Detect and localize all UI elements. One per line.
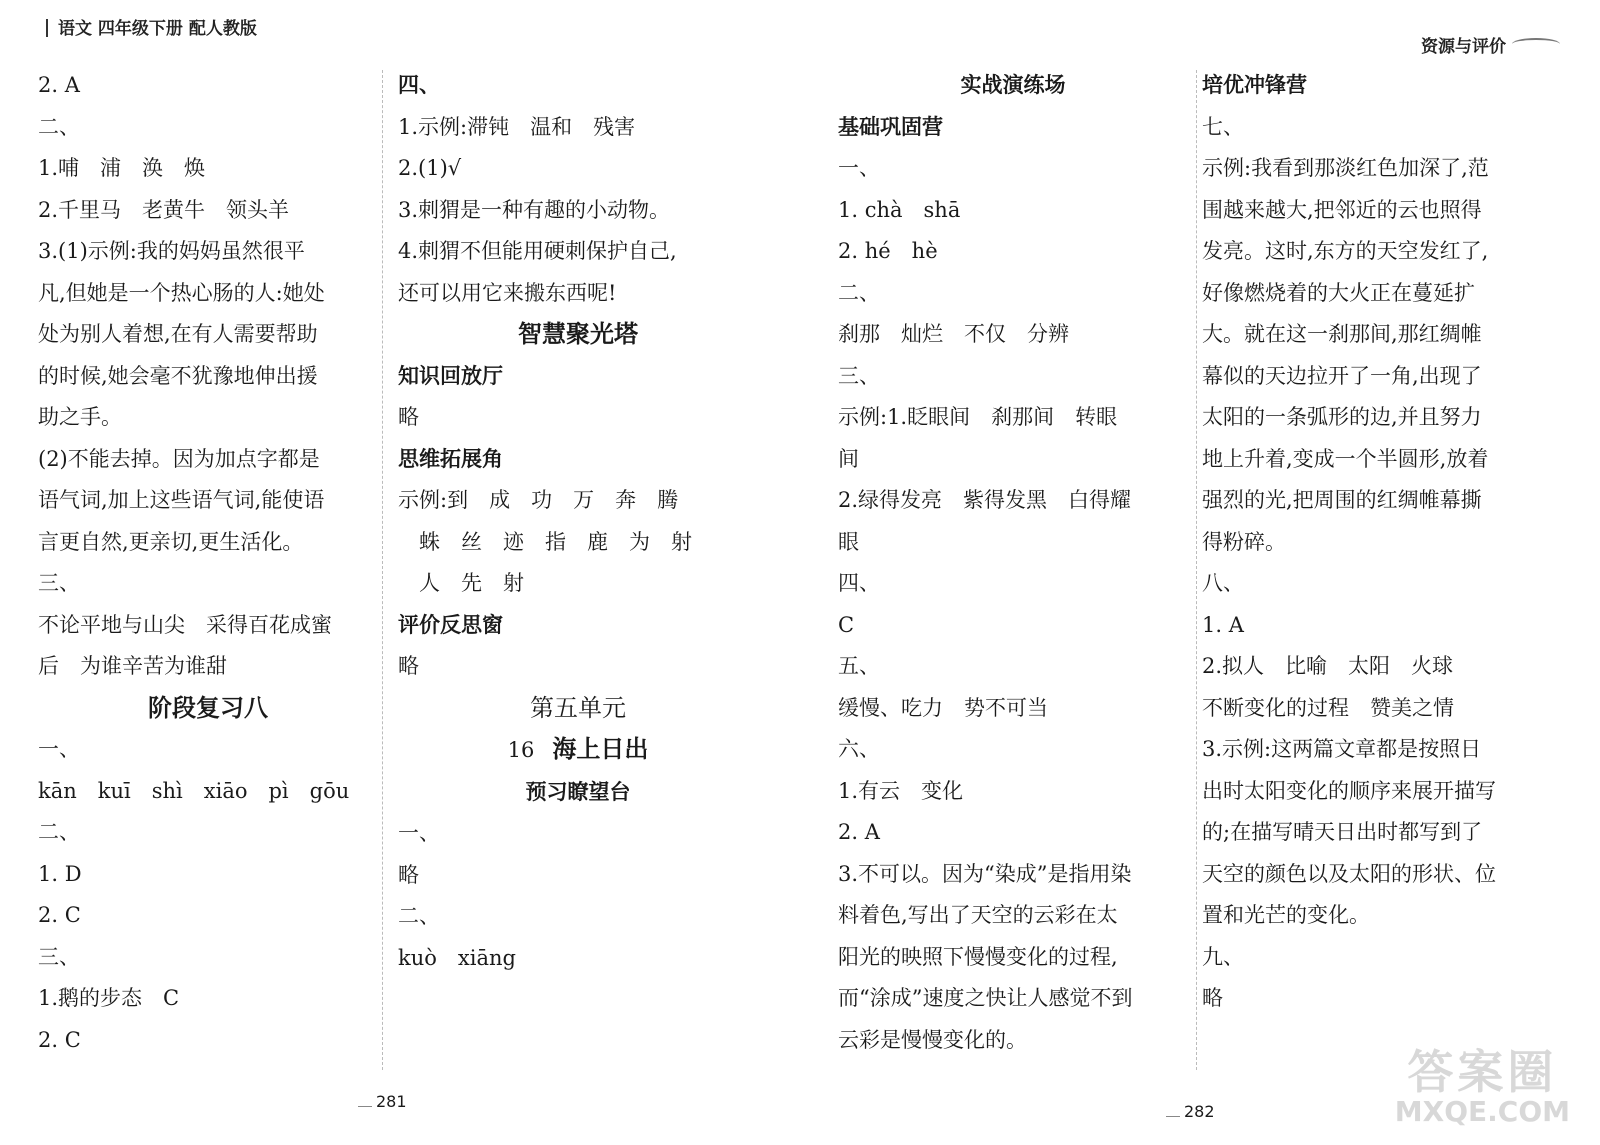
answer-line: 出时太阳变化的顺序来展开描写 — [1202, 778, 1496, 803]
section-heading: 培优冲锋营 — [1202, 73, 1307, 97]
answer-column-2 — [398, 65, 758, 979]
section-number: 二、 — [38, 114, 80, 139]
header-bar — [46, 19, 48, 37]
answer-line: 2.(1)√ — [398, 156, 462, 180]
answer-line: 3.不可以。因为“染成”是指用染 — [838, 861, 1132, 886]
answer-line: 2. C — [38, 903, 81, 927]
answer-line: 幕似的天边拉开了一角,出现了 — [1202, 363, 1482, 388]
answer-line: 围越来越大,把邻近的云也照得 — [1202, 197, 1482, 222]
answer-line: 后 为谁辛苦为谁甜 — [38, 654, 227, 678]
series-title: 资源与评价 — [1421, 37, 1506, 57]
section-number: 四、 — [838, 571, 880, 595]
answer-line: 1.示例:滞钝 温和 残害 — [398, 114, 636, 139]
answer-line: 刹那 灿烂 不仅 分辨 — [838, 322, 1069, 346]
answer-line: 还可以用它来搬东西呢! — [398, 280, 617, 305]
answer-line: 1. D — [38, 861, 82, 886]
section-number: 八、 — [1202, 571, 1244, 595]
answer-column-4 — [1202, 65, 1562, 1020]
answer-line: 言更自然,更亲切,更生活化。 — [38, 529, 304, 554]
answer-line: 地上升着,变成一个半圆形,放着 — [1202, 446, 1489, 471]
answer-line: 2. C — [38, 1027, 81, 1052]
watermark — [1395, 1047, 1570, 1127]
answer-line: 1.哺 浦 涣 焕 — [38, 156, 206, 180]
answer-line: 3.示例:这两篇文章都是按照日 — [1202, 737, 1482, 761]
subsection-heading: 预习瞭望台 — [525, 779, 631, 804]
section-number: 一、 — [838, 156, 880, 180]
subsection-heading: 思维拓展角 — [398, 446, 503, 471]
answer-line: 略 — [1202, 986, 1223, 1010]
answer-line: 语气词,加上这些语气词,能使语 — [38, 488, 325, 512]
answer-line: 人 先 射 — [398, 571, 524, 595]
answer-line: 置和光芒的变化。 — [1202, 903, 1370, 927]
section-number: 二、 — [838, 280, 880, 305]
answer-line: 不断变化的过程 赞美之情 — [1202, 695, 1454, 720]
section-heading: 智慧聚光塔 — [518, 320, 638, 348]
answer-line: 的;在描写晴天日出时都写到了 — [1202, 820, 1483, 844]
section-number: 二、 — [38, 820, 80, 844]
answer-line: 发亮。这时,东方的天空发红了, — [1202, 239, 1489, 263]
book-header — [46, 14, 257, 39]
answer-line: 2. A — [838, 820, 880, 844]
answer-line: 示例:1.眨眼间 刹那间 转眼 — [838, 405, 1118, 429]
answer-line: 料着色,写出了天空的云彩在太 — [838, 903, 1118, 927]
answer-line: 得粉碎。 — [1202, 529, 1286, 554]
answer-line: 强烈的光,把周围的红绸帷幕撕 — [1202, 488, 1482, 512]
answer-line: 缓慢、吃力 势不可当 — [838, 695, 1048, 720]
answer-line: 示例:到 成 功 万 奔 腾 — [398, 488, 679, 512]
subsection-heading: 基础巩固营 — [838, 114, 943, 139]
answer-line: 云彩是慢慢变化的。 — [838, 1027, 1027, 1052]
answer-line: 的时候,她会毫不犹豫地伸出援 — [38, 363, 318, 388]
review-heading: 阶段复习八 — [148, 693, 268, 722]
answer-line: 2.拟人 比喻 太阳 火球 — [1202, 654, 1454, 678]
section-number: 四、 — [398, 73, 440, 97]
lesson-title: 海上日出 — [552, 735, 649, 763]
answer-line: 助之手。 — [38, 405, 122, 429]
book-title: 语文 四年级下册 配人教版 — [58, 19, 257, 39]
answer-line: 略 — [398, 654, 419, 678]
section-number: 一、 — [398, 821, 440, 845]
pinyin-line: 1. chà shā — [838, 197, 961, 222]
lesson-number: 16 — [507, 738, 535, 762]
answer-line: 天空的颜色以及太阳的形状、位 — [1202, 861, 1496, 886]
answer-line: 略 — [398, 862, 419, 887]
answer-line: 不论平地与山尖 采得百花成蜜 — [38, 612, 332, 637]
subsection-heading: 评价反思窗 — [398, 612, 503, 637]
page-number-left: 281 — [358, 1092, 407, 1111]
answer-line: 示例:我看到那淡红色加深了,范 — [1202, 156, 1489, 180]
column-divider — [1196, 70, 1197, 1070]
watermark-logo: 答案圈 — [1407, 1045, 1558, 1099]
section-number: 二、 — [398, 904, 440, 928]
answer-line: 2.绿得发亮 紫得发黑 白得耀 — [838, 488, 1132, 512]
answer-line: 太阳的一条弧形的边,并且努力 — [1202, 405, 1482, 429]
answer-line: (2)不能去掉。因为加点字都是 — [38, 446, 320, 471]
answer-line: 阳光的映照下慢慢变化的过程, — [838, 944, 1118, 969]
column-divider — [382, 70, 383, 1070]
section-number: 一、 — [38, 737, 80, 761]
answer-line: 蛛 丝 迹 指 鹿 为 射 — [398, 529, 692, 554]
pinyin-line: kuò xiāng — [398, 945, 516, 970]
pinyin-line: 2. hé hè — [838, 239, 938, 263]
answer-line: 3.(1)示例:我的妈妈虽然很平 — [38, 239, 305, 263]
section-number: 六、 — [838, 737, 880, 761]
answer-line: 处为别人着想,在有人需要帮助 — [38, 322, 318, 346]
answer-line: C — [838, 612, 855, 637]
section-number: 五、 — [838, 654, 880, 678]
logo-swoosh-icon — [1512, 38, 1560, 50]
answer-line: 间 — [838, 446, 859, 471]
series-header — [1421, 32, 1560, 57]
answer-line: 2.千里马 老黄牛 领头羊 — [38, 197, 290, 222]
answer-line: 好像燃烧着的大火正在蔓延扩 — [1202, 280, 1475, 305]
watermark-url: MXQE.COM — [1394, 1095, 1570, 1128]
section-number: 七、 — [1202, 114, 1244, 139]
section-number: 三、 — [838, 363, 880, 388]
answer-line: 1. A — [1202, 612, 1244, 637]
answer-line: 而“涂成”速度之快让人感觉不到 — [838, 986, 1133, 1010]
answer-column-3 — [838, 65, 1188, 1061]
answer-line: 3.刺猬是一种有趣的小动物。 — [398, 197, 671, 222]
answer-line: 4.刺猬不但能用硬刺保护自己, — [398, 239, 677, 263]
section-heading: 实战演练场 — [960, 73, 1066, 97]
answer-line: 2. A — [38, 73, 80, 97]
section-number: 三、 — [38, 944, 80, 969]
page-number-right: 282 — [1166, 1102, 1215, 1121]
answer-line: 凡,但她是一个热心肠的人:她处 — [38, 280, 325, 305]
answer-line: 1.有云 变化 — [838, 778, 964, 803]
lesson-heading — [398, 729, 758, 772]
answer-line: 大。就在这一刹那间,那红绸帷 — [1202, 322, 1482, 346]
section-number: 九、 — [1202, 944, 1244, 969]
answer-line: 略 — [398, 405, 419, 429]
section-number: 三、 — [38, 571, 80, 595]
unit-heading: 第五单元 — [530, 693, 626, 722]
answer-column-1 — [38, 65, 378, 1061]
answer-line: 1.鹅的步态 C — [38, 986, 180, 1010]
subsection-heading: 知识回放厅 — [398, 363, 503, 388]
pinyin-line: kān kuī shì xiāo pì gōu — [38, 778, 350, 803]
answer-line: 眼 — [838, 529, 859, 554]
